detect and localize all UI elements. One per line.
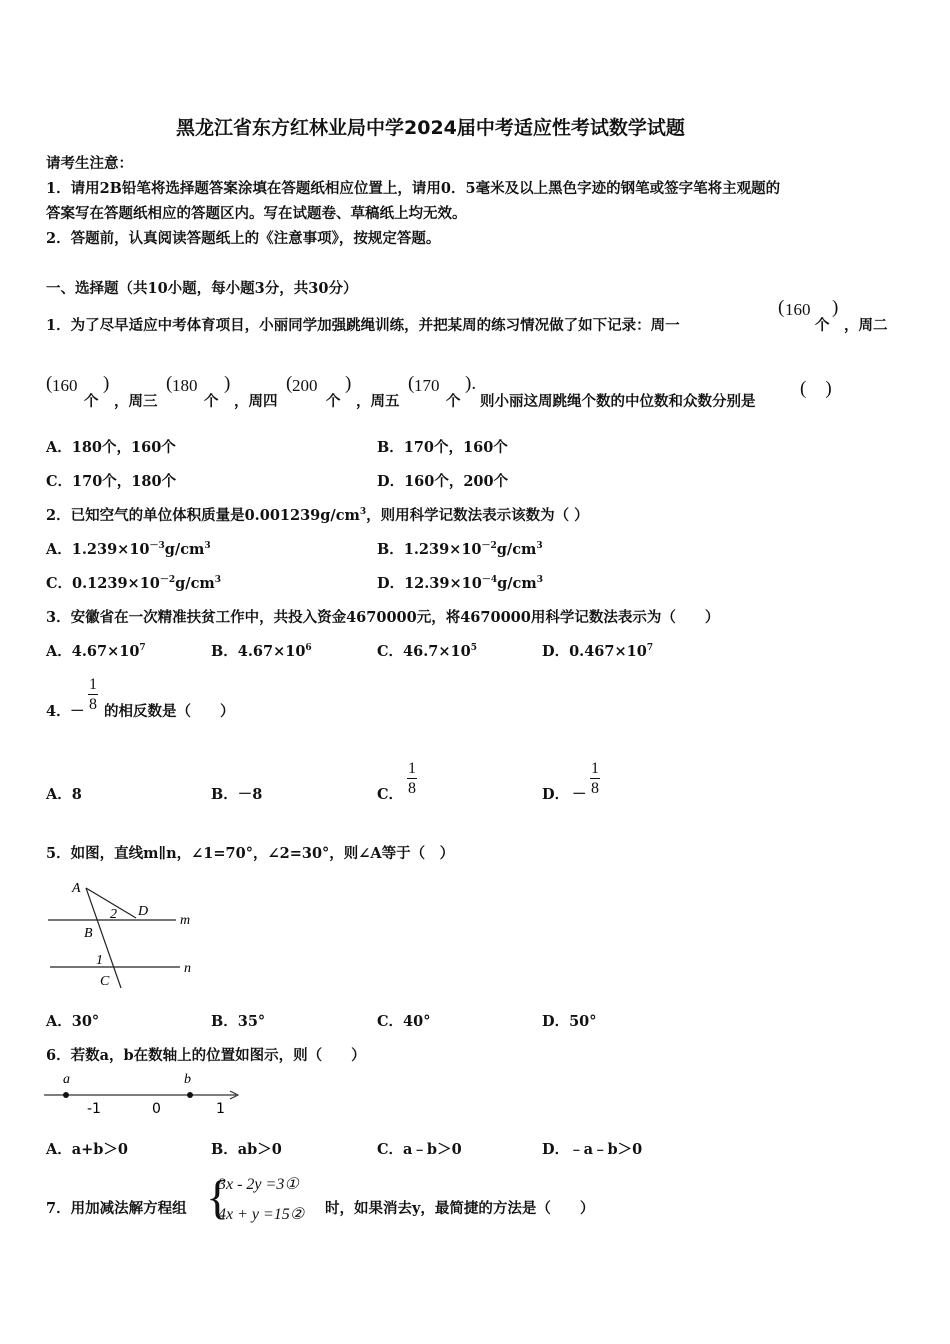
q5-option-b[interactable]: B．35° [211,1013,266,1030]
q4-suffix: 的相反数是（ ） [104,703,235,720]
q2-stem: 2．已知空气的单位体积质量是$0.001239g/cm^3$，则用科学记数法表示该数为（ ） [46,507,589,524]
q4-option-c-bar [407,778,417,779]
q4-negative-sign: － [70,703,85,720]
q1-paren-close-3: ) [224,373,231,394]
q1-paren-close-2: ) [103,373,110,394]
q4-fraction [88,676,98,713]
q4-option-d-numerator: 1 [591,760,599,777]
q5-option-c[interactable]: C．40° [377,1013,431,1030]
label-angle-1: 1 [96,953,103,968]
q1-paren-open-4: ( [286,373,293,394]
q6-option-a[interactable]: A．a+b＞0 [46,1141,129,1158]
q5-option-d[interactable]: D．50° [542,1013,597,1030]
q1-option-a[interactable]: A．180个，160个 [46,439,176,456]
page-title: 黑龙江省东方红林业局中学2024届中考适应性考试数学试题 [176,117,685,139]
q6-option-b[interactable]: B．ab＞0 [211,1141,282,1158]
q1-value-mon: 160 [785,300,811,319]
notice-heading: 请考生注意： [46,155,133,172]
q7-suffix: 时，如果消去y，最简捷的方法是（ ） [325,1200,595,1217]
q1-paren-open-5: ( [408,373,415,394]
q7-equation-2: 4x + y =15② [218,1206,305,1223]
q6-stem: 6．若数a，b在数轴上的位置如图示，则（ ） [46,1047,366,1064]
notice-item-1-line2: 答案写在答题纸相应的答题区内。写在试题卷、草稿纸上均无效。 [46,205,467,222]
q1-option-c[interactable]: C．170个，180个 [46,473,177,490]
q1-paren-open-2: ( [46,373,53,394]
q4-fraction-bar [88,694,98,695]
tick-label-0: 0 [152,1101,161,1117]
q1-paren-open-1: ( [778,297,785,318]
point-a [63,1092,69,1098]
tick-label-1: 1 [216,1101,225,1117]
label-A: A [72,881,81,896]
q4-option-d-negative: － [572,786,587,803]
q1-unit-wed: 个 [204,393,219,410]
q1-answer-paren: ( ) [800,378,832,399]
q1-option-b[interactable]: B．170个，160个 [377,439,508,456]
q1-stem-suffix: 则小丽这周跳绳个数的中位数和众数分别是 [480,393,756,410]
q1-unit-tue: 个 [84,393,99,410]
q7-brace: { [206,1171,230,1224]
q1-wed-label: ，周三 [114,393,158,410]
q5-diagram [44,876,204,992]
q1-thu-label: ，周四 [234,393,278,410]
q2-option-c[interactable]: C．$0.1239\times 10^{-2}g/cm^3$ [46,575,222,592]
q2-option-d[interactable]: D．$12.39\times 10^{-4}g/cm^3$ [377,575,543,592]
q1-unit-mon: 个 [815,317,830,334]
q3-option-a[interactable]: A．$4.67\times 10^7$ [46,643,146,660]
label-n: n [184,961,191,976]
q1-stem-prefix: 1．为了尽早适应中考体育项目，小丽同学加强跳绳训练，并把某周的练习情况做了如下记录：周一 [46,317,680,334]
q4-option-d-denominator: 8 [591,780,599,797]
q6-option-d[interactable]: D．﹣a﹣b＞0 [542,1141,643,1158]
q1-value-fri: 170 [414,376,440,395]
section-heading: 一、选择题（共10小题，每小题3分，共30分） [46,280,358,297]
tick-label-neg1: -1 [87,1101,101,1117]
q1-paren-close-5: ). [465,373,477,394]
q1-option-d[interactable]: D．160个，200个 [377,473,509,490]
q4-option-a[interactable]: A．8 [46,786,82,803]
label-angle-2: 2 [110,907,117,922]
q6-number-line [40,1068,250,1122]
q2-option-a[interactable]: A．$1.239\times 10^{-3}g/cm^3$ [46,541,211,558]
q1-value-thu: 200 [292,376,318,395]
notice-item-2: 2．答题前，认真阅读答题纸上的《注意事项》，按规定答题。 [46,230,441,247]
notice-item-1-line1: 1．请用2B铅笔将选择题答案涂填在答题纸相应位置上，请用0．5毫米及以上黑色字迹的钢笔或签字笔将主观题的 [46,180,781,197]
q4-fraction-numerator: 1 [89,676,97,693]
q4-option-b[interactable]: B．－8 [211,786,263,803]
q3-option-c[interactable]: C．$46.7\times 10^5$ [377,643,477,660]
q3-stem: 3．安徽省在一次精准扶贫工作中，共投入资金4670000元，将4670000用科学记数法表示为（ ） [46,609,720,626]
label-m: m [180,913,191,928]
q5-stem: 5．如图，直线m∥n，∠1=70°，∠2=30°，则∠A等于（ ） [46,845,455,862]
label-C: C [100,974,110,989]
q7-equation-1: 3x - 2y =3① [218,1176,299,1193]
q4-option-c-numerator: 1 [408,760,416,777]
q4-option-d-bar [590,778,600,779]
q1-value-wed: 180 [172,376,198,395]
q3-option-d[interactable]: D．$0.467\times 10^7$ [542,643,654,660]
q3-option-b[interactable]: B．$4.67\times 10^6$ [211,643,312,660]
q1-value-tue: 160 [52,376,78,395]
q1-fri-label: ，周五 [356,393,400,410]
q1-unit-fri: 个 [446,393,461,410]
q7-prefix: 7．用加减法解方程组 [46,1200,187,1217]
point-b [187,1092,193,1098]
q4-option-d[interactable]: D． [542,786,570,803]
label-B: B [84,926,93,941]
label-D: D [138,904,149,919]
q4-fraction-denominator: 8 [89,696,97,713]
q2-option-b[interactable]: B．$1.239\times 10^{-2}g/cm^3$ [377,541,543,558]
q1-paren-close-1: ) [832,297,839,318]
q6-option-c[interactable]: C．a﹣b＞0 [377,1141,462,1158]
q1-unit-thu: 个 [326,393,341,410]
q5-option-a[interactable]: A．30° [46,1013,100,1030]
q1-paren-close-4: ) [345,373,352,394]
label-a: a [63,1072,70,1087]
q4-option-c-denominator: 8 [408,780,416,797]
q4-option-c[interactable]: C． [377,786,404,803]
q4-prefix: 4． [46,703,71,720]
q4-option-d-fraction [590,760,600,797]
label-b: b [184,1072,191,1087]
q4-option-c-fraction [407,760,417,797]
q1-tue-label: ，周二 [844,317,888,334]
q1-paren-open-3: ( [166,373,173,394]
